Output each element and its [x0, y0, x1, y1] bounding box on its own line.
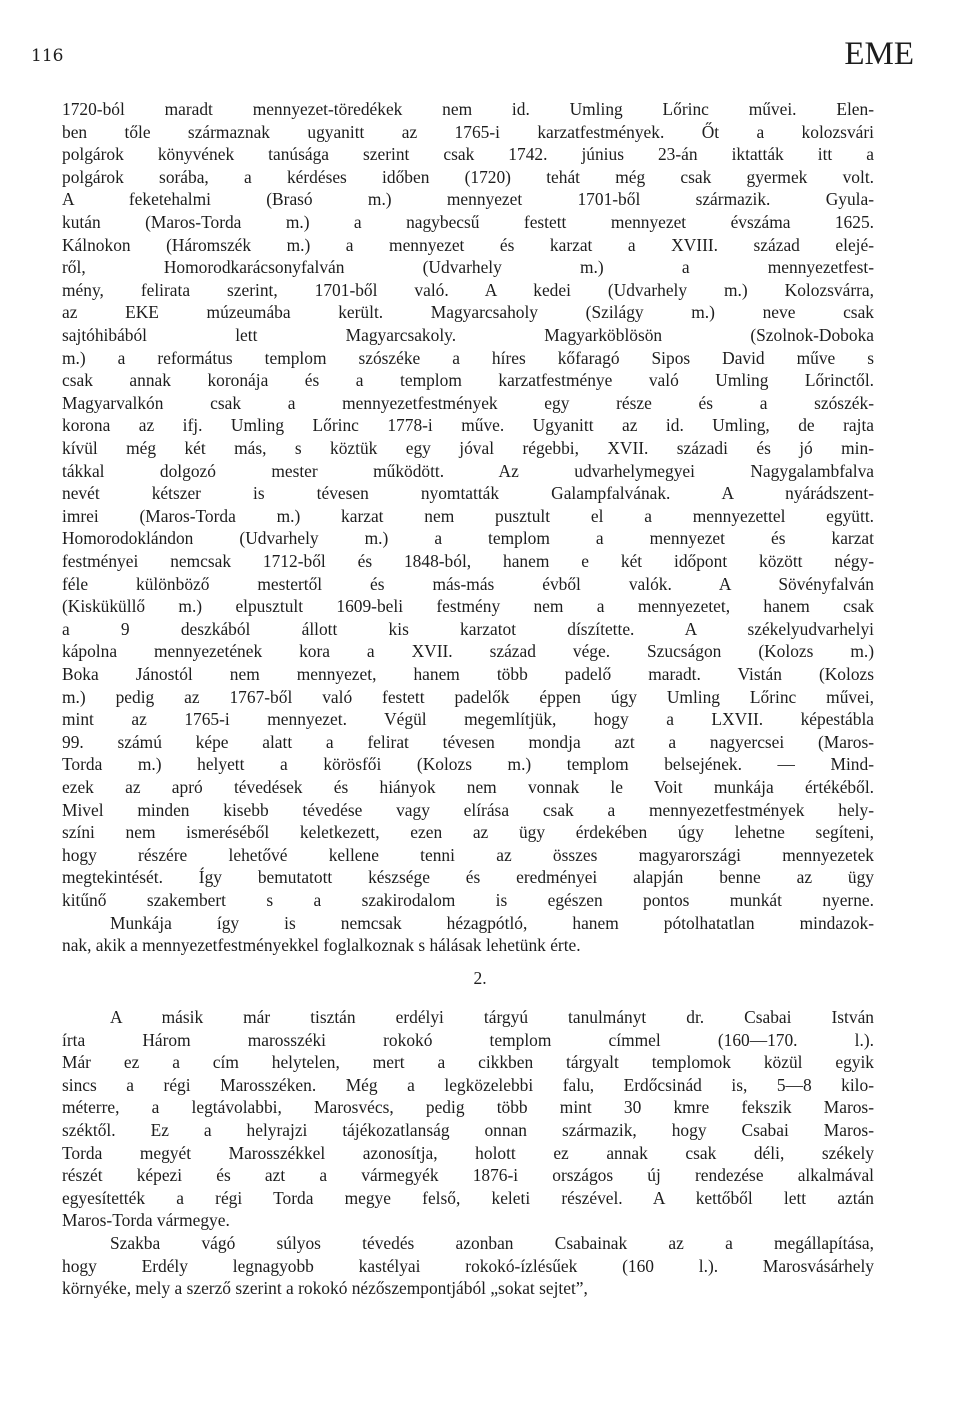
- text-line: kívül még két más, s köztük egy jóval régebbi, XVII. századi és jó min-: [62, 438, 874, 458]
- text-line: A másik már tisztán erdélyi tárgyú tanulmányt dr. Csabai István: [110, 1007, 874, 1027]
- text-line: színi nem ismeréséből keletkezett, ezen az ügy érdekében úgy lehetne segíteni,: [62, 822, 874, 843]
- text-line: Maros-Torda vármegye.: [62, 1210, 230, 1231]
- text-line: kitűnő szakembert s a szakirodalom is egészen pontos munkát nyerne.: [62, 890, 874, 910]
- text-line: Torda megyét Marosszékkel azonosítja, holott ez annak csak déli, székely: [62, 1142, 874, 1163]
- text-line: részét képezi és azt a vármegyék 1876-i országos új rendezése alkalmával: [62, 1165, 874, 1186]
- text-line: nevét kétszer is tévesen nyomtatták Galampfalvának. A nyárádszent-: [62, 483, 874, 504]
- text-line: írta Három marosszéki rokokó templom címmel (160—170. l.).: [62, 1029, 874, 1050]
- text-line: egyesítették a régi Torda megye felső, keleti részével. A kettőből lett aztán: [62, 1187, 874, 1208]
- text-line: polgárok könyvének tanúsága szerint csak 1742. június 23-án iktatták itt a: [62, 144, 874, 165]
- text-line: megtekintését. Így bemutatott készsége és eredményei alapján benne az ügy: [62, 867, 874, 888]
- text-line: polgárok sorába, a kérdéses időben (1720) tehát még csak gyermek volt.: [62, 166, 874, 187]
- text-line: sincs a régi Marosszéken. Még a legközelebbi falu, Erdőcsinád is, 5—8 kilo-: [62, 1074, 874, 1095]
- text-line: ben tőle származnak ugyanitt az 1765-i karzatfestmények. Őt a kolozsvári: [62, 121, 874, 142]
- text-line: sajtóhibából lett Magyarcsakoly. Magyarköblösön (Szolnok-Doboka: [62, 325, 874, 345]
- text-line: Homorodoklándon (Udvarhely m.) a templom a mennyezet és karzat: [62, 528, 874, 549]
- text-line: A feketehalmi (Brasó m.) mennyezet 1701-ből származik. Gyula-: [62, 189, 874, 210]
- text-line: 99. számú képe alatt a felirat tévesen mondja azt a nagyercsei (Maros-: [62, 731, 874, 752]
- text-line: tákkal dolgozó mester működött. Az udvarhelymegyei Nagygalambfalva: [62, 460, 874, 481]
- text-line: széktől. Ez a helyrajzi tájékozatlanság onnan származik, hogy Csabai Maros-: [62, 1120, 874, 1140]
- section-number: 2.: [473, 968, 487, 988]
- text-line: hogy részére lehetővé kellene tenni az összes magyarországi mennyezetek: [62, 844, 874, 865]
- text-line: Magyarvalkón csak a mennyezetfestmények egy része és a szószék-: [62, 392, 874, 413]
- journal-mark: EME: [844, 36, 914, 72]
- text-line: Torda m.) helyett a körösfői (Kolozs m.) templom belsejének. — Mind-: [62, 754, 874, 775]
- text-line: hogy Erdély legnagyobb kastélyai rokokó-ízlésűek (160 l.). Marosvásárhely: [62, 1255, 874, 1276]
- text-line: imrei (Maros-Torda m.) karzat nem pusztult el a mennyezettel együtt.: [62, 505, 874, 526]
- text-line: m.) a református templom szószéke a híres kőfaragó Sipos David műve s: [62, 347, 874, 368]
- page-number: 116: [31, 46, 64, 66]
- text-line: ezek az apró tévedések és hiányok nem vonnak le Voit munkája értékéből.: [62, 777, 874, 797]
- text-line: méterre, a legtávolabbi, Marosvécs, pedig több mint 30 kmre fekszik Maros-: [62, 1097, 874, 1118]
- text-line: Kálnokon (Háromszék m.) a mennyezet és karzat a XVIII. század elejé-: [62, 234, 874, 255]
- text-line: korona az ifj. Umling Lőrinc 1778-i műve. Ugyanitt az id. Umling, de rajta: [62, 415, 874, 436]
- text-line: Már ez a cím helytelen, mert a cikkben tárgyalt templomok közül egyik: [62, 1052, 874, 1073]
- text-line: m.) pedig az 1767-ből való festett padelők éppen úgy Umling Lőrinc művei,: [62, 686, 874, 707]
- text-line: ről, Homorodkarácsonyfalván (Udvarhely m.) a mennyezetfest-: [62, 257, 874, 278]
- text-line: Mivel minden kisebb tévedése vagy elírása csak a mennyezetfestmények hely-: [62, 799, 874, 820]
- text-line: csak annak koronája és a templom karzatfestménye való Umling Lőrinctől.: [62, 370, 874, 391]
- text-line: féle különböző mestertől és más-más évből valók. A Sövényfalván: [62, 573, 874, 594]
- text-line: a 9 deszkából állott kis karzatot díszítette. A székelyudvarhelyi: [62, 618, 874, 639]
- text-line: Munkája így is nemcsak hézagpótló, hanem pótolhatatlan mindazok-: [110, 912, 874, 933]
- text-line: kután (Maros-Torda m.) a nagybecsű festett mennyezet évszáma 1625.: [62, 212, 874, 232]
- text-line: környéke, mely a szerző szerint a rokokó nézőszempontjából „sokat sejtet”,: [62, 1278, 588, 1299]
- text-line: mény, felirata szerint, 1701-ből való. A kedei (Udvarhely m.) Kolozsvárra,: [62, 279, 874, 300]
- text-line: festményei nemcsak 1712-ből és 1848-ból, hanem e két időpont között négy-: [62, 551, 874, 571]
- text-line: (Kisküküllő m.) elpusztult 1609-beli festmény nem a mennyezetet, hanem csak: [62, 596, 874, 617]
- text-line: 1720-ból maradt mennyezet-töredékek nem id. Umling Lőrinc művei. Elen-: [62, 99, 874, 119]
- text-line: az EKE múzeumába került. Magyarcsaholy (Szilágy m.) neve csak: [62, 302, 874, 323]
- text-line: mint az 1765-i mennyezet. Végül megemlítjük, hogy a LXVII. képestábla: [62, 709, 874, 730]
- text-line: kápolna mennyezetének kora a XVII. század vége. Szucságon (Kolozs m.): [62, 641, 874, 662]
- text-line: Boka Jánostól nem mennyezet, hanem több padelő maradt. Vistán (Kolozs: [62, 664, 874, 684]
- text-line: nak, akik a mennyezetfestményekkel foglalkoznak s hálásak lehetünk érte.: [62, 935, 581, 956]
- text-line: Szakba vágó súlyos tévedés azonban Csabainak az a megállapítása,: [110, 1233, 874, 1253]
